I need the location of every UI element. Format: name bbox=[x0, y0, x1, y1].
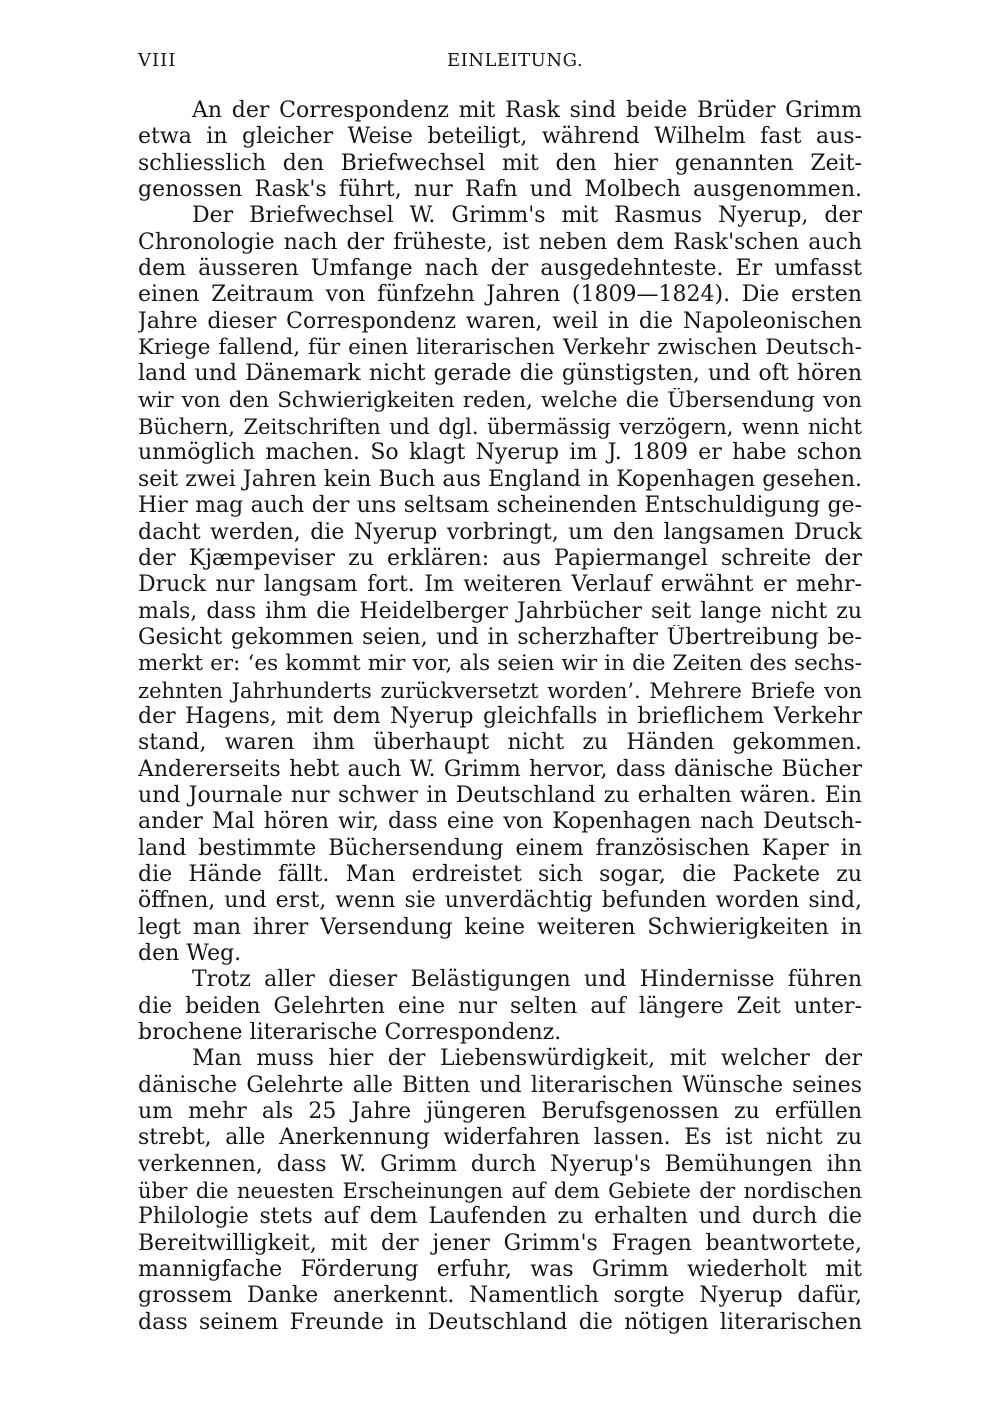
body-text bbox=[138, 98, 862, 1336]
text-line: brochene literarische Correspondenz. bbox=[138, 1020, 562, 1046]
text-line: An der Correspondenz mit Rask sind beide Brüder Grimm bbox=[192, 98, 862, 123]
text-line: dem äusseren Umfange nach der ausgedehnteste. Er umfasst bbox=[138, 256, 862, 282]
text-line: Jahre dieser Correspondenz waren, weil in die Napoleonischen bbox=[138, 308, 862, 334]
text-line: dacht werden, die Nyerup vorbringt, um den langsamen Druck bbox=[138, 519, 862, 545]
text-line: schliesslich den Briefwechsel mit den hier genannten Zeit- bbox=[138, 150, 862, 176]
text-line: und Journale nur schwer in Deutschland zu erhalten wären. Ein bbox=[138, 782, 862, 808]
text-line: verkennen, dass W. Grimm durch Nyerup's Bemühungen ihn bbox=[138, 1151, 862, 1177]
text-line: Man muss hier der Liebenswürdigkeit, mit welcher der bbox=[192, 1046, 862, 1072]
text-line: die beiden Gelehrten eine nur selten auf längere Zeit unter- bbox=[138, 993, 862, 1019]
text-line: zehnten Jahrhunderts zurückversetzt worden’. Mehrere Briefe von bbox=[138, 678, 862, 703]
text-line: die Hände fällt. Man erdreistet sich sogar, die Packete zu bbox=[138, 861, 862, 887]
text-line: über die neuesten Erscheinungen auf dem Gebiete der nordischen bbox=[138, 1179, 862, 1204]
text-line: legt man ihrer Versendung keine weiteren Schwierigkeiten in bbox=[138, 914, 862, 940]
text-line: mannigfache Förderung erfuhr, was Grimm wiederholt mit bbox=[138, 1257, 862, 1283]
text-line: der Kjæmpeviser zu erklären: aus Papiermangel schreite der bbox=[138, 545, 862, 571]
text-line: etwa in gleicher Weise beteiligt, während Wilhelm fast aus- bbox=[138, 124, 862, 150]
text-line: Bereitwilligkeit, mit der jener Grimm's Fragen beantwortete, bbox=[138, 1230, 862, 1256]
page-number: VIII bbox=[138, 50, 177, 71]
text-line: der Hagens, mit dem Nyerup gleichfalls in brieflichem Verkehr bbox=[138, 703, 862, 729]
text-line: mals, dass ihm die Heidelberger Jahrbücher seit lange nicht zu bbox=[138, 598, 862, 624]
text-line: Chronologie nach der früheste, ist neben dem Rask'schen auch bbox=[138, 229, 862, 255]
text-line: Gesicht gekommen seien, und in scherzhafter Übertreibung be- bbox=[138, 624, 862, 650]
text-line: Druck nur langsam fort. Im weiteren Verlauf erwähnt er mehr- bbox=[138, 572, 862, 598]
text-line: ander Mal hören wir, dass eine von Kopenhagen nach Deutsch- bbox=[138, 809, 862, 835]
text-line: einen Zeitraum von fünfzehn Jahren (1809—1824). Die ersten bbox=[138, 282, 862, 308]
text-line: um mehr als 25 Jahre jüngeren Berufsgenossen zu erfüllen bbox=[138, 1099, 862, 1125]
text-line: grossem Danke anerkennt. Namentlich sorgte Nyerup dafür, bbox=[138, 1283, 862, 1309]
page-header bbox=[138, 50, 862, 74]
text-line: unmöglich machen. So klagt Nyerup im J. 1809 er habe schon bbox=[138, 440, 862, 466]
text-line: land bestimmte Büchersendung einem französischen Kaper in bbox=[138, 835, 862, 861]
text-line: strebt, alle Anerkennung widerfahren lassen. Es ist nicht zu bbox=[138, 1125, 862, 1151]
text-line: Hier mag auch der uns seltsam scheinenden Entschuldigung ge- bbox=[138, 493, 862, 519]
text-line: Trotz aller dieser Belästigungen und Hindernisse führen bbox=[192, 967, 862, 993]
text-line: seit zwei Jahren kein Buch aus England in Kopenhagen gesehen. bbox=[138, 466, 862, 492]
text-line: öffnen, und erst, wenn sie unverdächtig befunden worden sind, bbox=[138, 888, 862, 914]
text-line: dänische Gelehrte alle Bitten und literarischen Wünsche seines bbox=[138, 1072, 862, 1098]
text-line: merkt er: ‘es kommt mir vor, als seien wir in die Zeiten des sechs- bbox=[138, 651, 862, 677]
text-line: wir von den Schwierigkeiten reden, welche die Übersendung von bbox=[138, 387, 862, 413]
text-line: Philologie stets auf dem Laufenden zu erhalten und durch die bbox=[138, 1204, 862, 1230]
text-line: den Weg. bbox=[138, 941, 242, 966]
text-line: stand, waren ihm überhaupt nicht zu Händen gekommen. bbox=[138, 730, 862, 756]
text-line: Kriege fallend, für einen literarischen Verkehr zwischen Deutsch- bbox=[138, 335, 862, 361]
text-line: dass seinem Freunde in Deutschland die nötigen literarischen bbox=[138, 1309, 862, 1335]
text-line: genossen Rask's führt, nur Rafn und Molbech ausgenommen. bbox=[138, 177, 862, 203]
text-line: land und Dänemark nicht gerade die günstigsten, und oft hören bbox=[138, 361, 862, 387]
running-head: EINLEITUNG. bbox=[446, 50, 584, 71]
text-line: Büchern, Zeitschriften und dgl. übermässig verzögern, wenn nicht bbox=[138, 415, 862, 440]
text-line: Der Briefwechsel W. Grimm's mit Rasmus Nyerup, der bbox=[192, 203, 862, 229]
text-line: Andererseits hebt auch W. Grimm hervor, dass dänische Bücher bbox=[138, 756, 862, 782]
